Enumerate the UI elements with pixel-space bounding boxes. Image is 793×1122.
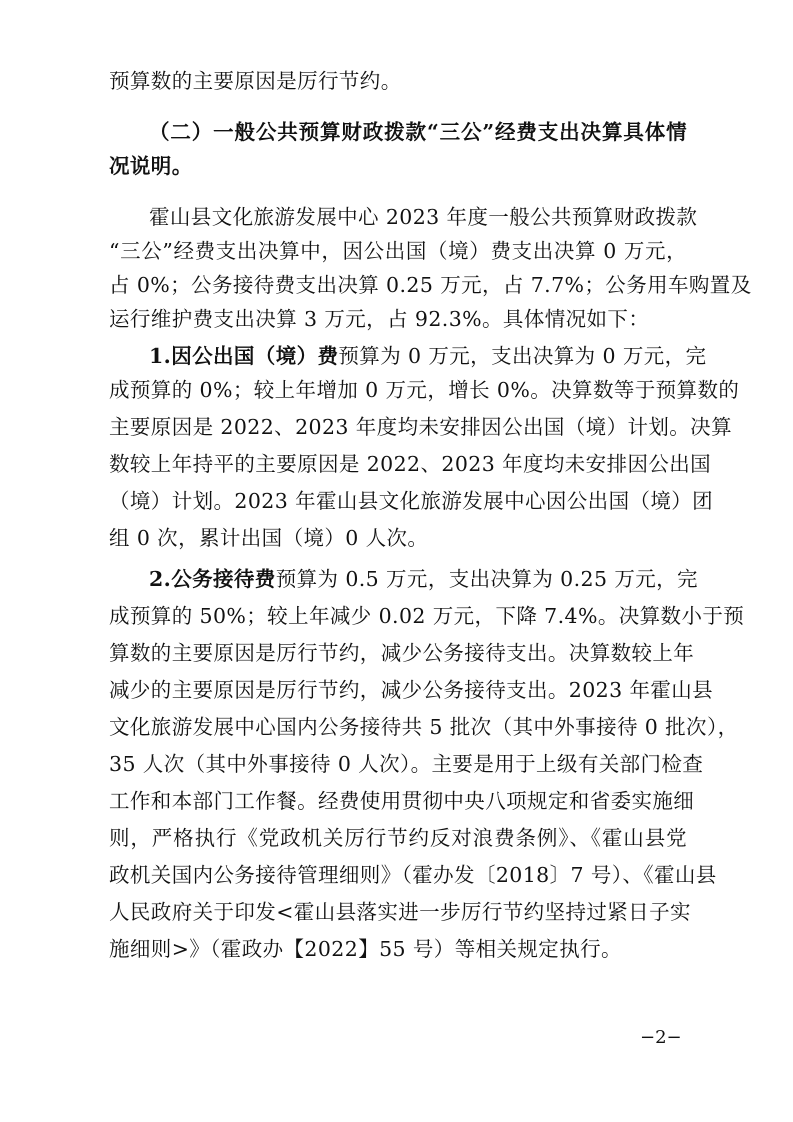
text-line [149,562,698,596]
item-heading: 1.因公出国（境）费 [149,344,339,368]
text-line [109,268,752,302]
text-line [109,410,732,444]
line-text: “三公”经费支出决算中，因公出国（境）费支出决算 0 万元， [109,239,687,263]
text-line [109,64,687,98]
text-line [109,673,714,707]
text-line [109,521,687,555]
text-line [109,747,704,781]
line-text: 政机关国内公务接待管理细则》（霍办发〔2018〕7 号）、《霍山县 [109,863,717,887]
line-text: 预算为 0.5 万元，支出决算为 0.25 万元，完 [275,567,698,591]
line-text: 占 0%；公务接待费支出决算 0.25 万元，占 7.7%；公务用车购置及 [109,273,752,297]
heading-text: （二）一般公共预算财政拨款“三公” [149,120,495,144]
text-line [109,895,691,929]
section-heading-line [149,115,687,149]
line-text: 文化旅游发展中心国内公务接待共 5 批次（其中外事接待 0 批次）， [109,715,739,739]
line-text: 预算为 0 万元，支出决算为 0 万元，完 [338,344,707,368]
text-line [149,200,698,234]
line-text: 则，严格执行《党政机关厉行节约反对浪费条例》、《霍山县党 [109,826,687,850]
line-text: 成预算的 0%；较上年增加 0 万元，增长 0%。决算数等于预算数的 [109,378,740,402]
line-text: 数较上年持平的主要原因是 2022、2023 年度均未安排因公出国 [109,452,712,476]
section-heading-line [109,149,687,183]
line-text: 工作和本部门工作餐。经费使用贯彻中央八项规定和省委实施细 [109,789,695,813]
text-line [109,234,687,268]
line-text: 施细则>》（霍政办【2022】55 号）等相关规定执行。 [109,937,622,961]
text-line [109,447,712,481]
line-text: 主要原因是 2022、2023 年度均未安排因公出国（境）计划。决算 [109,415,732,439]
line-text: 预算数的主要原因是厉行节约。 [109,69,402,93]
line-text: （境）计划。2023 年霍山县文化旅游发展中心因公出国（境）团 [109,489,714,513]
text-line [109,636,695,670]
line-text: 运行维护费支出决算 3 万元，占 92.3%。具体情况如下： [109,307,650,331]
line-text: 霍山县文化旅游发展中心 2023 年度一般公共预算财政拨款 [149,205,698,229]
text-line [109,784,695,818]
text-line [109,932,687,966]
heading-text-cont: 经费支出决算具体情 [494,120,687,144]
item-heading: 2.公务接待费 [149,567,276,591]
text-line [109,302,687,336]
text-line [109,858,717,892]
line-text: 减少的主要原因是厉行节约，减少公务接待支出。2023 年霍山县 [109,678,714,702]
line-text: 人民政府关于印发<霍山县落实进一步厉行节约坚持过紧日子实 [109,900,691,924]
line-text: 成预算的 50%；较上年减少 0.02 万元，下降 7.4%。决算数小于预 [109,604,745,628]
line-text: 算数的主要原因是厉行节约，减少公务接待支出。决算数较上年 [109,641,695,665]
text-line [109,373,740,407]
line-text: 35 人次（其中外事接待 0 人次）。主要是用于上级有关部门检查 [109,752,704,776]
line-text: 组 0 次，累计出国（境）0 人次。 [109,526,429,550]
text-line [149,339,707,373]
text-line [109,710,739,744]
text-line [109,484,714,518]
text-line [109,599,745,633]
text-line [109,821,687,855]
page-number: −2− [640,1027,682,1048]
heading-text: 况说明。 [109,154,193,178]
